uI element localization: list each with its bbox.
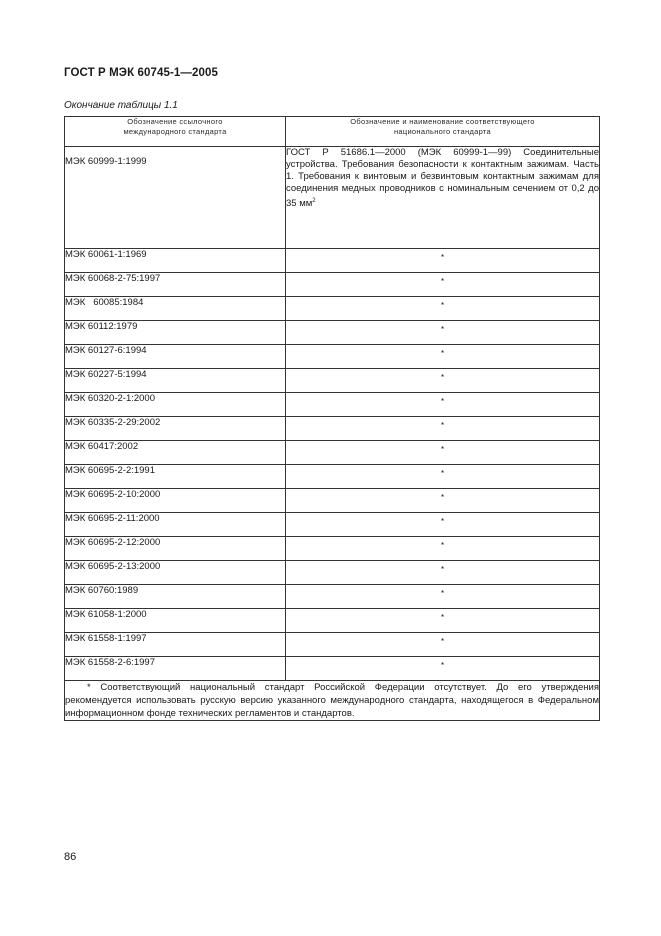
table-row: [65, 561, 600, 585]
iec-standard-cell: МЭК 60068-2-75:1997: [65, 273, 286, 297]
national-standard-cell: [286, 147, 600, 249]
national-standard-cell: [286, 249, 600, 273]
national-standard-cell: [286, 297, 600, 321]
asterisk-mark: *: [440, 349, 445, 358]
iec-standard-cell: МЭК 60695-2-2:1991: [65, 465, 286, 489]
national-standard-cell: [286, 441, 600, 465]
iec-standard-cell: МЭК 61558-2-6:1997: [65, 657, 286, 681]
iec-standard-cell: МЭК 60695-2-11:2000: [65, 513, 286, 537]
national-standard-cell: [286, 321, 600, 345]
national-standard-cell: [286, 273, 600, 297]
asterisk-mark: *: [440, 517, 445, 526]
asterisk-mark: *: [440, 661, 445, 670]
national-standard-cell: [286, 537, 600, 561]
asterisk-mark: *: [440, 493, 445, 502]
iec-standard-cell: МЭК 61058-1:2000: [65, 609, 286, 633]
asterisk-mark: *: [440, 541, 445, 550]
column-header-international: [65, 117, 286, 147]
asterisk-mark: *: [440, 469, 445, 478]
national-standard-cell: [286, 489, 600, 513]
iec-standard-cell: МЭК 60085:1984: [65, 297, 286, 321]
iec-standard-cell: МЭК 60127-6:1994: [65, 345, 286, 369]
table-header-row: [65, 117, 600, 147]
iec-standard-cell: МЭК 60999-1:1999: [65, 147, 286, 249]
table-row: [65, 441, 600, 465]
table-row: [65, 489, 600, 513]
table-row: [65, 297, 600, 321]
asterisk-mark: *: [440, 373, 445, 382]
table-row: [65, 657, 600, 681]
national-standard-text: ГОСТ Р 51686.1—2000 (МЭК 60999-1—99) Соединительные устройства. Требования безопасности к контактным зажимам. Часть 1. Требования к винтовым и безвинтовым контактным зажимам для соединения медных проводников с номинальным сечением от 0,2 до 35 мм: [286, 147, 599, 210]
superscript: 2: [312, 198, 316, 204]
iec-standard-cell: МЭК 60417:2002: [65, 441, 286, 465]
iec-standard-cell: МЭК 60112:1979: [65, 321, 286, 345]
asterisk-mark: *: [440, 637, 445, 646]
table-row: [65, 609, 600, 633]
standards-table: [64, 116, 600, 721]
column-header-national-text: Обозначение и наименование соответствующего национального стандарта: [350, 117, 535, 136]
table-row: [65, 585, 600, 609]
column-header-international-text: Обозначение ссылочного международного стандарта: [123, 117, 227, 136]
asterisk-mark: *: [440, 589, 445, 598]
column-header-national: [286, 117, 600, 147]
national-standard-cell: [286, 657, 600, 681]
iec-standard-cell: МЭК 60335-2-29:2002: [65, 417, 286, 441]
table-row: [65, 345, 600, 369]
document-header: ГОСТ Р МЭК 60745-1—2005: [64, 67, 218, 79]
page-number: 86: [64, 851, 77, 863]
iec-standard-cell: МЭК 60061-1:1969: [65, 249, 286, 273]
national-standard-cell: [286, 369, 600, 393]
footnote-row: [65, 681, 600, 721]
national-standard-cell: [286, 633, 600, 657]
table-row: [65, 633, 600, 657]
asterisk-mark: *: [440, 421, 445, 430]
iec-standard-cell: МЭК 60695-2-10:2000: [65, 489, 286, 513]
iec-standard-cell: МЭК 60227-5:1994: [65, 369, 286, 393]
iec-standard-cell: МЭК 60760:1989: [65, 585, 286, 609]
table-row: [65, 513, 600, 537]
national-standard-cell: [286, 417, 600, 441]
iec-standard-cell: МЭК 60695-2-12:2000: [65, 537, 286, 561]
iec-standard-cell: МЭК 61558-1:1997: [65, 633, 286, 657]
table-row: [65, 465, 600, 489]
asterisk-mark: *: [440, 253, 445, 262]
iec-standard-cell: МЭК 60695-2-13:2000: [65, 561, 286, 585]
asterisk-mark: *: [440, 445, 445, 454]
table-row: [65, 249, 600, 273]
iec-standard-cell: МЭК 60320-2-1:2000: [65, 393, 286, 417]
national-standard-cell: [286, 561, 600, 585]
footnote-cell: [65, 681, 600, 721]
asterisk-mark: *: [440, 325, 445, 334]
table-row: [65, 147, 600, 249]
national-standard-cell: [286, 345, 600, 369]
asterisk-mark: *: [440, 613, 445, 622]
footnote-text: * Соответствующий национальный стандарт Российской Федерации отсутствует. До его утверждения рекомендуется использовать русскую версию указанного международного стандарта, находящегося в Федеральном информационном фонде технических регламентов и стандартов.: [65, 682, 599, 719]
national-standard-cell: [286, 465, 600, 489]
table-row: [65, 369, 600, 393]
table-row: [65, 321, 600, 345]
asterisk-mark: *: [440, 565, 445, 574]
asterisk-mark: *: [440, 301, 445, 310]
table-row: [65, 273, 600, 297]
national-standard-cell: [286, 513, 600, 537]
national-standard-cell: [286, 609, 600, 633]
asterisk-mark: *: [440, 277, 445, 286]
table-caption: Окончание таблицы 1.1: [64, 100, 178, 111]
national-standard-cell: [286, 393, 600, 417]
asterisk-mark: *: [440, 397, 445, 406]
national-standard-cell: [286, 585, 600, 609]
table-row: [65, 417, 600, 441]
table-row: [65, 537, 600, 561]
table-row: [65, 393, 600, 417]
